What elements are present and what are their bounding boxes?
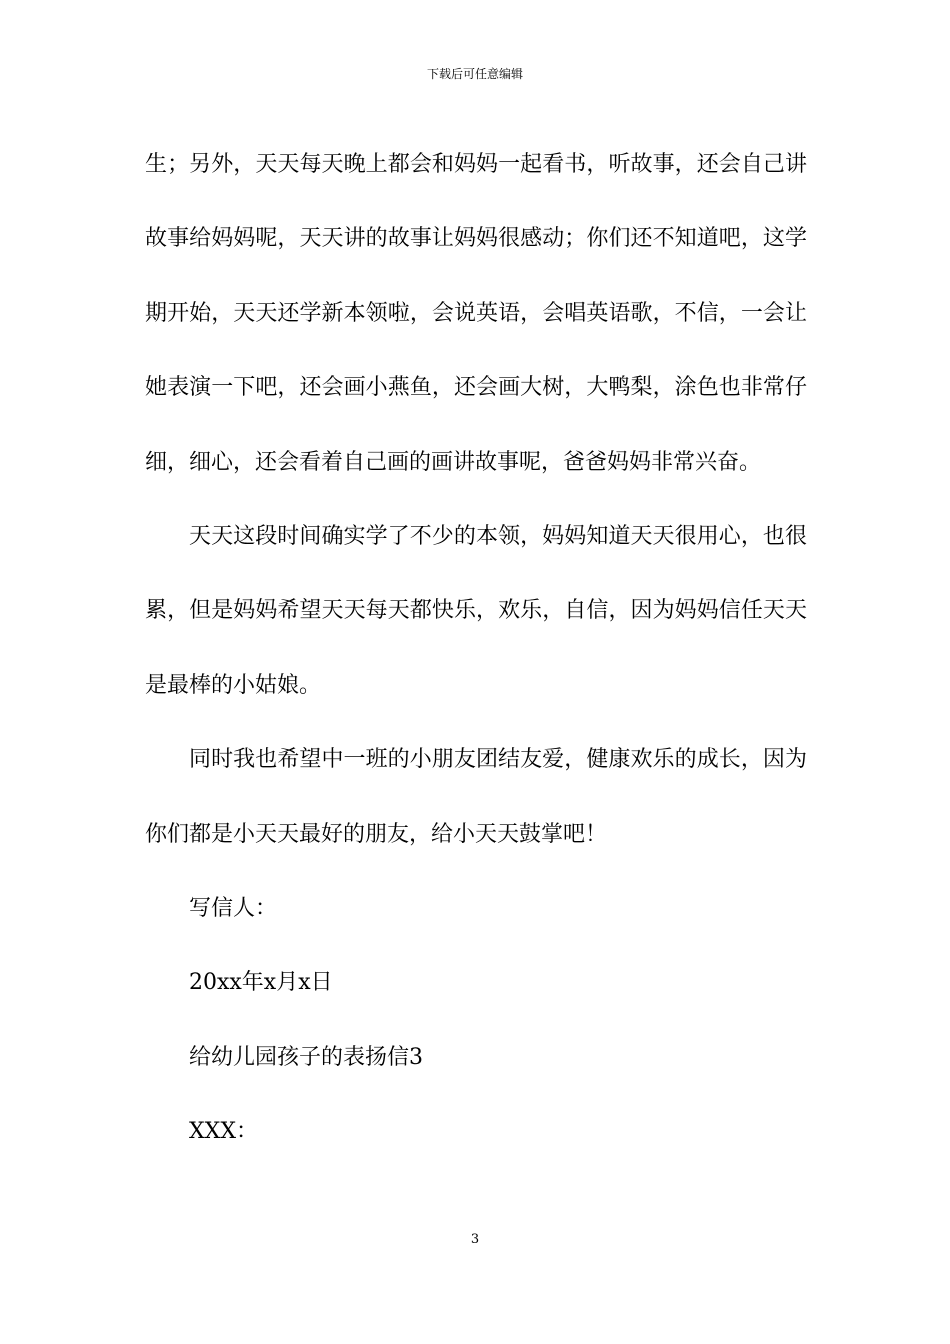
paragraph-wishes: 同时我也希望中一班的小朋友团结友爱，健康欢乐的成长，因为你们都是小天天最好的朋友，给小天天鼓掌吧！ <box>145 747 807 847</box>
salutation: XXX： <box>189 1119 258 1145</box>
page-number: 3 <box>470 1232 480 1247</box>
letter-date: 20xx年x月x日 <box>189 970 333 996</box>
section-title: 给幼儿园孩子的表扬信3 <box>189 1044 423 1070</box>
signature-label: 写信人： <box>189 896 278 922</box>
document-body <box>145 128 807 1170</box>
paragraph-continuation: 生；另外，天天每天晚上都会和妈妈一起看书，听故事，还会自己讲故事给妈妈呢，天天讲的故事让妈妈很感动；你们还不知道吧，这学期开始，天天还学新本领啦，会说英语，会唱英语歌，不信，一会让她表演一下吧，还会画小燕鱼，还会画大树，大鸭梨，涂色也非常仔细，细心，还会看着自己画的画讲故事呢，爸爸妈妈非常兴奋。 <box>145 152 807 475</box>
page-header: 下载后可任意编辑 <box>426 67 523 81</box>
paragraph-skills: 天天这段时间确实学了不少的本领，妈妈知道天天很用心，也很累，但是妈妈希望天天每天都快乐，欢乐，自信，因为妈妈信任天天是最棒的小姑娘。 <box>145 524 807 698</box>
